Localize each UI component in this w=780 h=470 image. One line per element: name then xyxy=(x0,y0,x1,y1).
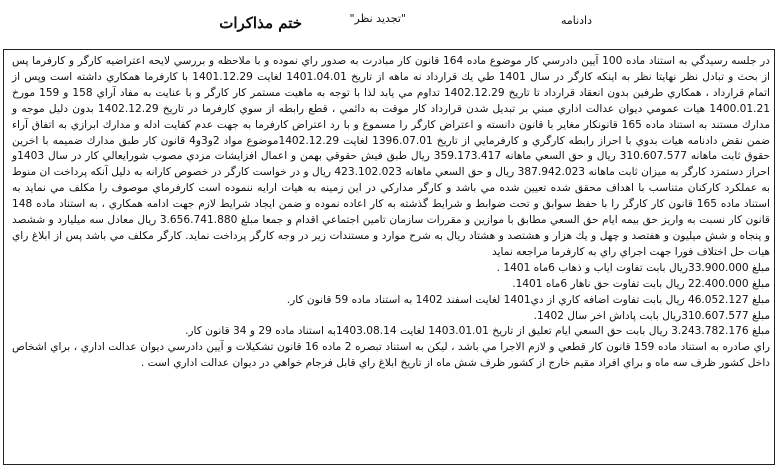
verdict-main-paragraph: در جلسه رسيدگي به استناد ماده 100 آيين دادرسي كار موضوع ماده 164 قانون كار مبادرت به صدور راي نموده و با ملاحظه و بررسي لايحه اعتراضيه كارگر و كارفرما پس از بحث و تبادل نظر نهايتا نظر به اينكه كارگر در سال 1401 طي يك قرارداد نه ماهه از تاريخ 1401.04.01 لغايت 1401.12.29 با كارفرما همكاري داشته است وپس از اتمام قرارداد ، همكاري طرفين بدون انعقاد قرارداد تا تاريخ 1402.12.29 تداوم مي يابد لذا با توجه به ماهيت مستمر كار كارگر و با عنايت به مفاد آراي 158 و 159 مورخ 1400.01.21 هيات عمومي ديوان عدالت اداري مبني بر تبديل شدن قرارداد كار موقت به دائمي ، قطع رابطه از سوي كارفرما در تاريخ 1402.12.29 بدون دليل موجه و مدارك مستند به استناد ماده 165 قانونكار مغاير با قانون دانسته و اعتراض كارگر را مسموع و با رد اعتراض كارفرما به جهت عدم كفايت ادله و مدارك ابرازي به اتفاق آراء ضمن نقض دادنامه هيات بدوي با احراز رابطه كارگري و كارفرمايي از تاريخ 1396.07.01 لغايت 1402.12.29موضوع مواد 2و3و4 قانون كار طبق مدارك ضميمه با اخرين حقوق ثابت ماهانه 310.607.577 ريال و حق السعي ماهانه 359.173.417 ريال طبق فيش حقوقي بهمن و اعمال افزايشات مزدي مصوب شورايعالي كار در سال 1403و احراز دستمزد كارگر به ميزان ثابت ماهانه 387.942.023 ريال و حق السعي ماهانه 423.102.023 ريال و در خواست كارگر در خصوص كارانه به دليل آنكه پرداخت ان منوط به عملكرد كاركنان متناسب با اهداف محقق شده تعيين شده مي باشد و كارگر مداركي در اين زمينه به هيات ارايه ننموده است كارفرماي موصوف را مكلف مي نمايد به استناد ماده 165 قانون كار كارگر را با حفظ سوابق و تحت ضوابط و شرايط گذشته به كار اعاده نموده و ضمن ايجاد شرايط لازم جهت ادامه همكاري ، به استناد ماده 148 قانون كار نسبت به واريز حق بيمه ايام حق السعي مطابق با موازين و مقررات سازمان تامين اجتماعي اقدام و جمعا مبلغ 3.656.741.880 ريال معادل سه ميليارد و ششصد و پنجاه و شش ميليون و هفتصد و چهل و يك هزار و هشتصد و هشتاد ريال به شرح موارد و مستندات زير در وجه كارگر پرداخت نمايد. كارگر مكلف مي باشد پس از ابلاغ راي هيات حل اختلاف فورا جهت اجراي راي به كارفرما مراجعه نمايد xyxy=(12,55,771,258)
verdict-body xyxy=(12,54,770,372)
amount-item: مبلغ 33.900.000ريال بابت تفاوت اياب و ذهاب 6ماه 1401 . xyxy=(496,261,770,274)
amounts-list xyxy=(12,261,770,341)
amount-item: مبلغ 3.243.782.176 ريال بابت حق السعي ايام تعليق از تاريخ 1403.01.01 لغايت 1403.08.14به استناد ماده 29 و 34 قانون كار. xyxy=(185,325,770,338)
appeal-review-label: "تجدید نظر" xyxy=(349,12,406,25)
amount-item: مبلغ 310.607.577ريال بابت پاداش اخر سال 1402. xyxy=(533,309,770,322)
verdict-closing-paragraph: راي صادره به استناد ماده 159 قانون كار قطعي و لازم الاجرا مي باشد ، ليكن به استناد تبصره 2 ماده 16 قانون تشكيلات و آيين دادرسي ديوان عدالت اداري ، براي اشخاص داخل كشور ظرف سه ماه و براي افراد مقيم خارج از كشور ظرف شش ماه از تاريخ ابلاغ راي قابل فرجام خواهي در ديوان عدالت اداري است . xyxy=(12,341,770,370)
page-title: ختم مذاکرات xyxy=(219,14,302,32)
amount-item: مبلغ 46.052.127 ريال بابت تفاوت اضافه كاري از دي1401 لغايت اسفند 1402 به استناد ماده 59 قانون كار. xyxy=(286,293,770,306)
document-header xyxy=(0,0,780,48)
court-verdict-label: دادنامه xyxy=(560,14,592,27)
amount-item: مبلغ 22.400.000 ريال بابت تفاوت حق ناهار 6ماه 1401. xyxy=(512,277,770,290)
